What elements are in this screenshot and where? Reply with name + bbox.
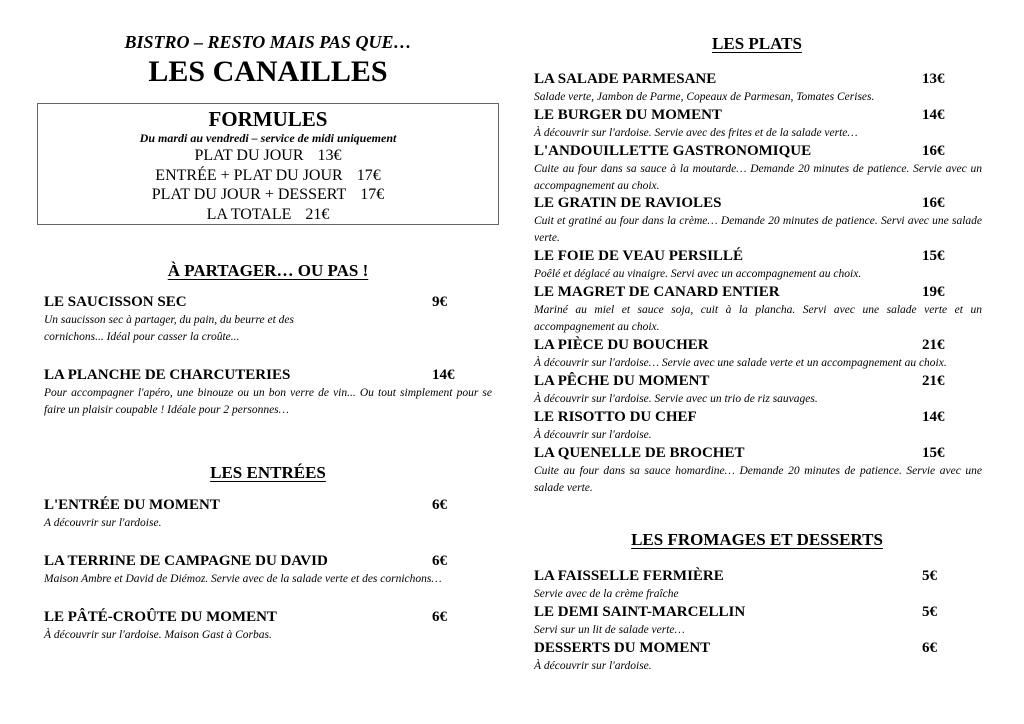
menu-item [534,639,982,675]
item-name: LA PIÈCE DU BOUCHER [534,337,709,353]
item-name: LE MAGRET DE CANARD ENTIER [534,284,780,300]
item-price: 21€ [922,337,945,353]
menu-item [534,106,982,142]
item-price: 16€ [922,195,945,211]
item-price: 14€ [922,107,945,123]
menu-item [534,247,982,283]
formule-price: 13€ [317,147,342,164]
item-description: À découvrir sur l'ardoise. Servie avec un trio de riz sauvages. [534,393,818,405]
section-title-entrees: LES ENTRÉES [210,463,326,482]
item-description: Cuite au four dans sa sauce homardine… Demande 20 minutes de patience. Servie avec une salade verte. [534,465,982,494]
item-description: Un saucisson sec à partager, du pain, du beurre et des cornichons... Idéal pour casser la croûte... [44,314,294,343]
item-name: LE PÂTÉ-CROÛTE DU MOMENT [44,609,277,625]
item-price: 14€ [432,367,455,383]
formule-price: 21€ [305,205,330,223]
item-name: L'ENTRÉE DU MOMENT [44,497,220,513]
menu-item [534,336,982,372]
item-description: Pour accompagner l'apéro, une binouze ou un bon verre de vin... Ou tout simplement pour se faire un plaisir coupable ! Idéale pour 2 personnes… [44,387,492,416]
item-description: Salade verte, Jambon de Parme, Copeaux de Parmesan, Tomates Cerises. [534,91,875,103]
item-description: À découvrir sur l'ardoise… Servie avec une salade verte et un accompagnement au choix. [534,357,947,369]
menu-item [534,372,982,408]
item-price: 16€ [922,143,945,159]
item-name: LA SALADE PARMESANE [534,71,717,87]
item-name: LA QUENELLE DE BROCHET [534,445,745,461]
item-price: 5€ [922,604,937,620]
item-price: 6€ [432,609,447,625]
item-name: DESSERTS DU MOMENT [534,640,711,656]
menu-item [534,408,982,444]
formule-label: LA TOTALE [206,205,292,223]
menu-item [534,567,982,603]
item-description: À découvrir sur l'ardoise. Servie avec des frites et de la salade verte… [534,127,858,139]
item-price: 15€ [922,248,945,264]
item-description: A découvrir sur l'ardoise. [44,517,162,529]
item-price: 13€ [922,71,945,87]
formule-item [38,185,498,205]
section-title-fromages-desserts: LES FROMAGES ET DESSERTS [631,530,883,549]
item-name: LA TERRINE DE CAMPAGNE DU DAVID [44,553,328,569]
item-description: À découvrir sur l'ardoise. [534,660,652,672]
formules-title: FORMULES [208,107,328,131]
item-price: 5€ [922,568,937,584]
menu-item [534,194,982,247]
menu-item [44,293,492,346]
formule-item [38,146,498,166]
item-price: 6€ [432,497,447,513]
menu-item [44,366,492,419]
formule-label: ENTRÉE + PLAT DU JOUR [155,166,343,184]
formule-label: PLAT DU JOUR + DESSERT [151,186,347,203]
section-title-a-partager: À PARTAGER… OU PAS ! [167,261,369,280]
item-name: LA FAISSELLE FERMIÈRE [534,568,724,584]
item-description: Poêlé et déglacé au vinaigre. Servi avec un accompagnement au choix. [534,268,862,280]
item-name: LE SAUCISSON SEC [44,294,187,310]
item-name: LE FOIE DE VEAU PERSILLÉ [534,248,743,264]
item-description: Servie avec de la crème fraîche [534,588,679,600]
formule-item [38,166,498,186]
item-description: Cuite au four dans sa sauce à la moutarde… Demande 20 minutes de patience. Servie avec un accompagnement au choix. [534,163,982,192]
section-title-plats: LES PLATS [712,34,802,53]
item-description: Mariné au miel et sauce soja, cuit à la plancha. Servi avec une salade verte et un accompagnement au choix. [534,304,982,333]
item-price: 14€ [922,409,945,425]
item-price: 6€ [922,640,937,656]
menu-item [44,608,492,644]
item-description: À découvrir sur l'ardoise. [534,429,652,441]
item-name: L'ANDOUILLETTE GASTRONOMIQUE [534,143,812,159]
formules-subtitle: Du mardi au vendredi – service de midi uniquement [139,131,397,145]
item-description: Maison Ambre et David de Diémoz. Servie avec de la salade verte et des cornichons… [44,573,442,585]
item-name: LE GRATIN DE RAVIOLES [534,195,722,211]
item-description: Servi sur un lit de salade verte… [534,624,685,636]
menu-item [534,142,982,195]
item-price: 15€ [922,445,945,461]
item-price: 6€ [432,553,447,569]
menu-item [534,283,982,336]
item-name: LE RISOTTO DU CHEF [534,409,697,425]
item-name: LA PÊCHE DU MOMENT [534,373,710,389]
formule-label: PLAT DU JOUR [194,147,304,164]
item-name: LA PLANCHE DE CHARCUTERIES [44,367,291,383]
item-description: À découvrir sur l'ardoise. Maison Gast à Corbas. [44,629,272,641]
item-name: LE DEMI SAINT-MARCELLIN [534,604,746,620]
item-price: 21€ [922,373,945,389]
menu-item [534,603,982,639]
restaurant-tagline: BISTRO – RESTO MAIS PAS QUE… [124,32,412,52]
item-price: 9€ [432,294,447,310]
restaurant-name: LES CANAILLES [148,55,388,88]
menu-item [44,552,492,588]
formule-price: 17€ [360,186,385,203]
menu-item [534,444,982,497]
item-description: Cuit et gratiné au four dans la crème… Demande 20 minutes de patience. Servi avec une salade verte. [534,215,982,244]
item-price: 19€ [922,284,945,300]
menu-item [534,70,982,106]
menu-item [44,496,492,532]
formule-price: 17€ [356,166,381,184]
formules-box [37,103,499,225]
formule-item [38,205,498,225]
item-name: LE BURGER DU MOMENT [534,107,722,123]
